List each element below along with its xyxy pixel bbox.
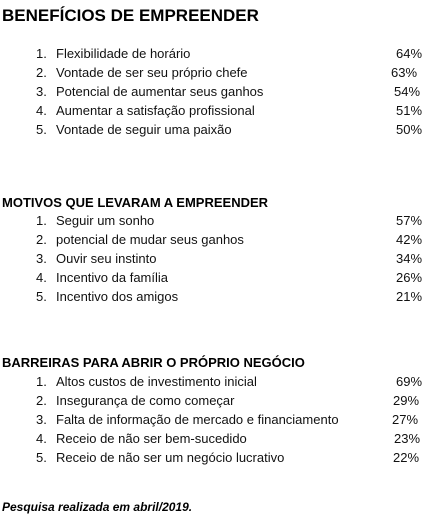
item-label: Incentivo dos amigos	[56, 289, 179, 304]
item-number: 4.	[36, 270, 47, 285]
item-percent: 50%	[396, 122, 423, 137]
item-label: Receio de não ser bem-sucedido	[56, 431, 247, 446]
item-number: 3.	[36, 84, 47, 99]
item-label: Falta de informação de mercado e financiamento	[56, 412, 339, 427]
list-item	[0, 63, 443, 82]
barreiras-list	[0, 372, 443, 467]
item-percent: 69%	[396, 374, 423, 389]
item-number: 3.	[36, 412, 47, 427]
page-title: BENEFÍCIOS DE EMPREENDER	[2, 6, 259, 25]
item-percent: 42%	[396, 232, 423, 247]
list-item	[0, 448, 443, 467]
list-item	[0, 372, 443, 391]
footnote: Pesquisa realizada em abril/2019.	[2, 500, 193, 514]
item-percent: 54%	[394, 84, 421, 99]
list-item	[0, 391, 443, 410]
list-item	[0, 120, 443, 139]
item-number: 4.	[36, 431, 47, 446]
item-number: 4.	[36, 103, 47, 118]
list-item	[0, 230, 443, 249]
item-label: Flexibilidade de horário	[56, 46, 191, 61]
list-item	[0, 82, 443, 101]
item-number: 5.	[36, 122, 47, 137]
item-percent: 22%	[393, 450, 420, 465]
list-item	[0, 249, 443, 268]
item-percent: 26%	[396, 270, 423, 285]
item-number: 2.	[36, 393, 47, 408]
item-label: Aumentar a satisfação profissional	[56, 103, 255, 118]
list-item	[0, 410, 443, 429]
item-label: Vontade de seguir uma paixão	[56, 122, 232, 137]
item-label: Receio de não ser um negócio lucrativo	[56, 450, 285, 465]
list-item	[0, 44, 443, 63]
item-number: 5.	[36, 289, 47, 304]
item-percent: 64%	[396, 46, 423, 61]
item-label: Seguir um sonho	[56, 213, 155, 228]
item-number: 2.	[36, 65, 47, 80]
list-item	[0, 211, 443, 230]
item-percent: 34%	[396, 251, 423, 266]
item-percent: 63%	[391, 65, 418, 80]
item-number: 1.	[36, 213, 47, 228]
item-number: 5.	[36, 450, 47, 465]
item-label: Incentivo da família	[56, 270, 169, 285]
item-number: 1.	[36, 46, 47, 61]
item-number: 2.	[36, 232, 47, 247]
item-percent: 29%	[393, 393, 420, 408]
benefits-list	[0, 44, 443, 139]
section-heading-motivos: MOTIVOS QUE LEVARAM A EMPREENDER	[2, 195, 269, 210]
item-percent: 51%	[396, 103, 423, 118]
list-item	[0, 101, 443, 120]
item-label: Altos custos de investimento inicial	[56, 374, 257, 389]
item-number: 3.	[36, 251, 47, 266]
item-number: 1.	[36, 374, 47, 389]
item-label: Ouvir seu instinto	[56, 251, 157, 266]
motivos-list	[0, 211, 443, 306]
item-label: potencial de mudar seus ganhos	[56, 232, 244, 247]
list-item	[0, 268, 443, 287]
item-label: Potencial de aumentar seus ganhos	[56, 84, 264, 99]
item-percent: 21%	[396, 289, 423, 304]
list-item	[0, 287, 443, 306]
item-label: Insegurança de como começar	[56, 393, 235, 408]
item-percent: 27%	[392, 412, 419, 427]
item-percent: 57%	[396, 213, 423, 228]
section-heading-barreiras: BARREIRAS PARA ABRIR O PRÓPRIO NEGÓCIO	[2, 355, 305, 370]
item-label: Vontade de ser seu próprio chefe	[56, 65, 248, 80]
item-percent: 23%	[394, 431, 421, 446]
list-item	[0, 429, 443, 448]
